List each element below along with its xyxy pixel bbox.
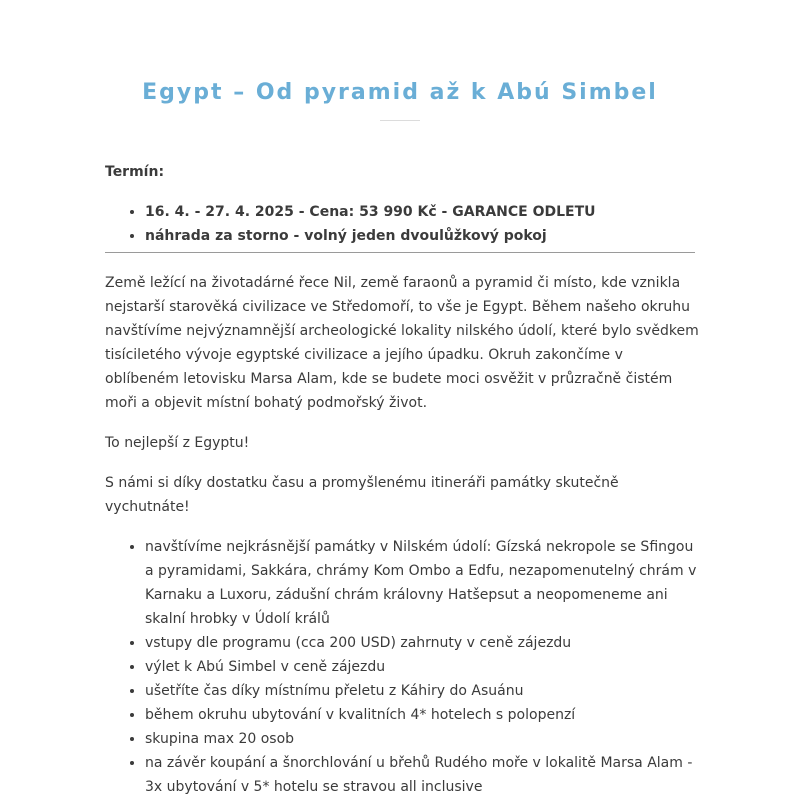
benefits-list bbox=[105, 535, 700, 799]
term-label: Termín: bbox=[105, 164, 165, 180]
benefit-item: • během okruhu ubytování v kvalitních 4* hotelech s polopenzí bbox=[145, 703, 700, 727]
title-underline bbox=[380, 120, 420, 121]
tagline: To nejlepší z Egyptu! bbox=[105, 435, 250, 451]
benefit-item: • skupina max 20 osob bbox=[145, 727, 700, 751]
benefit-item: • ušetříte čas díky místnímu přeletu z Káhiry do Asuánu bbox=[145, 679, 700, 703]
benefit-item: • navštívíme nejkrásnější památky v Nilském údolí: Gízská nekropole se Sfingou a pyramidami, Sakkára, chrámy Kom Ombo a Edfu, nezapomenutelný chrám v Karnaku a Luxoru, zádušní chrám královny Hatšepsut a neopomeneme ani skalní hrobky v Údolí králů bbox=[145, 535, 700, 631]
main-content bbox=[105, 160, 700, 799]
lead-paragraph: S námi si díky dostatku času a promyšlenému itineráři památky skutečně vychutnáte! bbox=[105, 475, 619, 515]
intro-paragraph: Země ležící na životadárné řece Nil, země faraonů a pyramid či místo, kde vznikla nejstarší starověká civilizace ve Středomoří, to vše je Egypt. Během našeho okruhu navštívíme nejvýznamnější archeologické lokality nilského údolí, které bylo svědkem tisíciletého vývoje egyptské civilizace a jejího úpadku. Okruh zakončíme v oblíbeném letovisku Marsa Alam, kde se budete moci osvěžit v průzračně čistém moři a objevit místní bohatý podmořský život. bbox=[105, 275, 699, 411]
term-item-storno: • náhrada za storno - volný jeden dvoulůžkový pokoj bbox=[145, 224, 700, 248]
page-title: Egypt – Od pyramid až k Abú Simbel bbox=[142, 80, 658, 105]
term-list bbox=[105, 200, 700, 248]
term-item-date-price: • 16. 4. - 27. 4. 2025 - Cena: 53 990 Kč - GARANCE ODLETU bbox=[145, 200, 700, 224]
benefit-item: • výlet k Abú Simbel v ceně zájezdu bbox=[145, 655, 700, 679]
divider bbox=[105, 252, 695, 253]
benefit-item: • na závěr koupání a šnorchlování u břehů Rudého moře v lokalitě Marsa Alam - 3x ubytování v 5* hotelu se stravou all inclusive bbox=[145, 751, 700, 799]
benefit-item: • vstupy dle programu (cca 200 USD) zahrnuty v ceně zájezdu bbox=[145, 631, 700, 655]
